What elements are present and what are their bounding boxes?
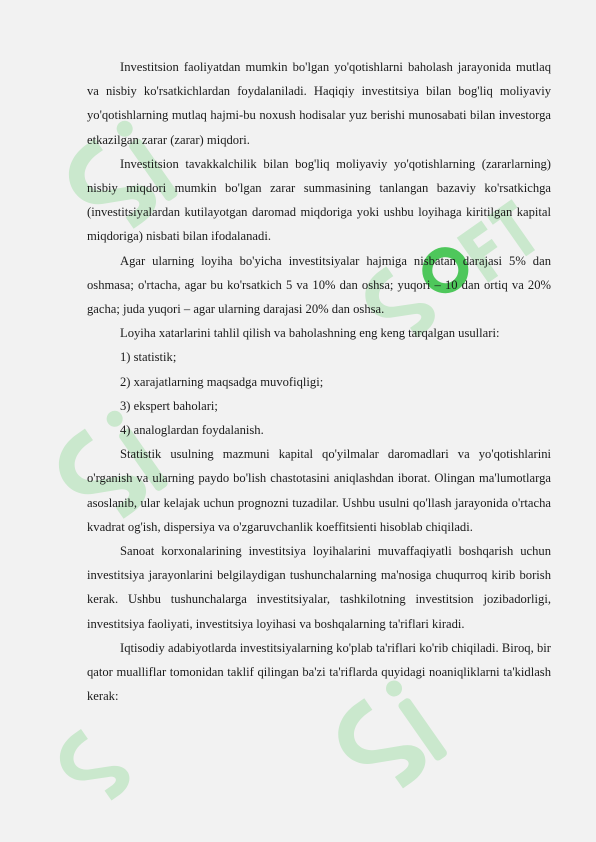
- paragraph-2: Investitsion tavakkalchilik bilan bog'liq moliyaviy yo'qotishlarning (zararlarning) nisbiy miqdori mumkin bo'lgan zarar summasining tanlangan bazaviy ko'rsatkichga (investitsiyalardan kutilayotgan daromad miqdoriga yoki ushbu loyihaga kiritilgan kapital miqdoriga) nisbati bilan ifodalanadi.: [87, 156, 551, 244]
- paragraph-3: Agar ularning loyiha bo'yicha investitsiyalar hajmiga nisbatan darajasi 5% dan oshmasa; o'rtacha, agar bu ko'rsatkich 5 va 10% dan oshsa; yuqori – 10 dan ortiq va 20% gacha; juda yuqori – agar ularning darajasi 20% dan oshsa.: [87, 253, 551, 317]
- paragraph-7: Iqtisodiy adabiyotlarda investitsiyalarning ko'plab ta'riflari ko'rib chiqiladi. Biroq, bir qator mualliflar tomonidan taklif qilingan ba'zi ta'riflarda quyidagi noaniqliklarni ta'kidlash kerak:: [87, 640, 551, 704]
- list-item-2: 2) xarajatlarning maqsadga muvofiqligi;: [120, 374, 324, 389]
- paragraph-6: Sanoat korxonalarining investitsiya loyihalarini muvaffaqiyatli boshqarish uchun investitsiya jarayonlarini belgilaydigan tushunchalarning ma'nosiga chuqurroq kirib borish kerak. Ushbu tushunchalarga investitsiyalar, tashkilotning investitsion jozibadorligi, investitsiya faoliyati, investitsiya loyihasi va boshqalarning ta'riflari kiradi.: [87, 544, 551, 631]
- list-item-1: 1) statistik;: [120, 350, 177, 365]
- watermark-mark-5: [50, 721, 136, 813]
- list-item-4: 4) analoglardan foydalanish.: [120, 423, 264, 438]
- paragraph-1: Investitsion faoliyatdan mumkin bo'lgan yo'qotishlarni baholash jarayonida mutlaq va nisbiy ko'rsatkichlardan foydalaniladi. Haqiqiy investitsiya bilan bog'liq moliyaviy yo'qotishlarning mutlaq hajmi-bu noxush hodisalar yuz berishi munosabati bilan investorga etkazilgan zarar (zarar) miqdori.: [87, 60, 551, 147]
- paragraph-4: Loyiha xatarlarini tahlil qilish va baholashning eng keng tarqalgan usullari:: [120, 326, 500, 341]
- paragraph-5: Statistik usulning mazmuni kapital qo'yilmalar daromadlari va yo'qotishlarini o'rganish va ularning paydo bo'lish chastotasini aniqlashdan iborat. Olingan ma'lumotlarga asoslanib, ular kelajak uchun prognozni tuzadilar. Ushbu usulni qo'llash jarayonida o'rtacha kvadrat og'ish, dispersiya va o'zgaruvchanlik koeffitsienti hisoblab chiqiladi.: [87, 447, 551, 534]
- document-body: [87, 55, 551, 708]
- list-item-3: 3) ekspert baholari;: [120, 398, 218, 413]
